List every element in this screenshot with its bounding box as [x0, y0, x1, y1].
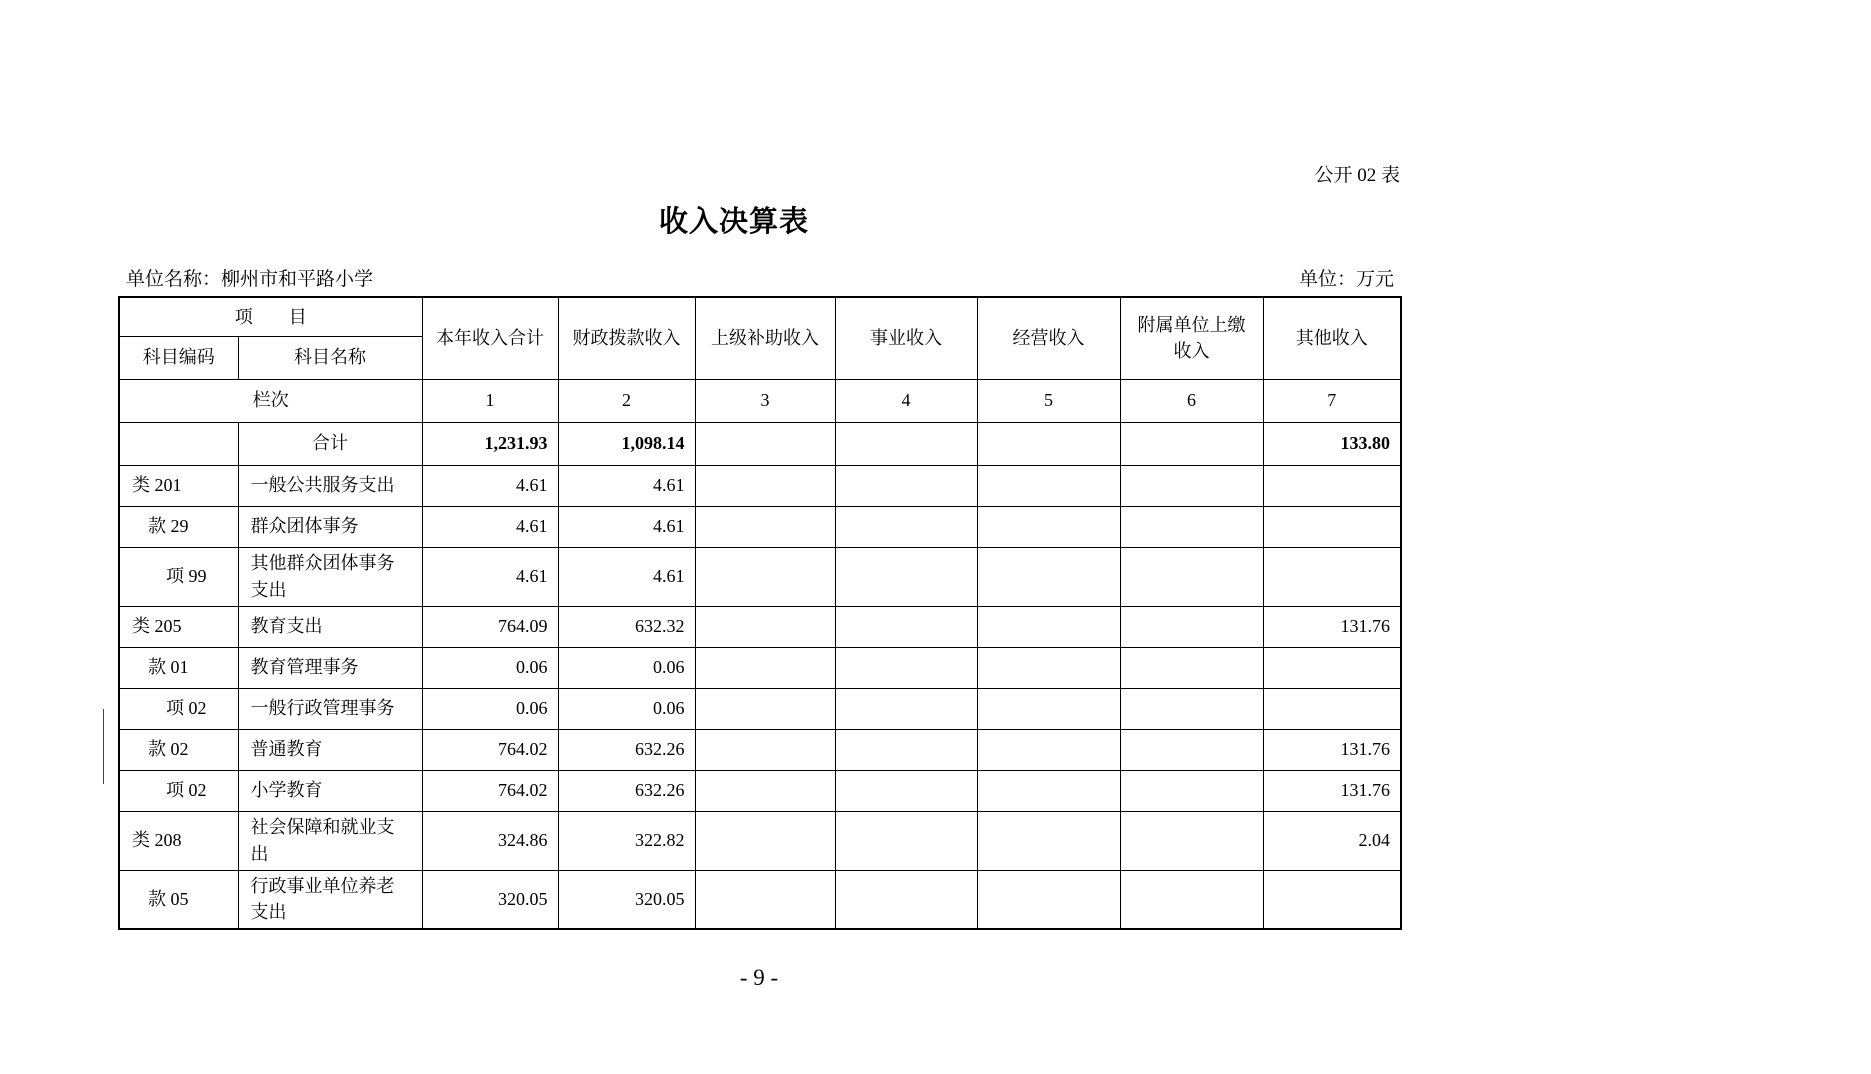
- value-cell: [835, 422, 977, 465]
- subject-name-cell: 其他群众团体事务支出: [238, 547, 422, 606]
- value-cell: [695, 547, 835, 606]
- value-cell: 4.61: [422, 506, 558, 547]
- unit-label: 单位：万元: [1298, 269, 1394, 290]
- column-number-cell: 3: [695, 379, 835, 422]
- table-row: [119, 688, 1401, 729]
- value-cell: 764.02: [422, 729, 558, 770]
- table-row: [119, 870, 1401, 929]
- value-cell: [835, 606, 977, 647]
- header-col-affiliated-units: 附属单位上缴收入: [1120, 297, 1263, 379]
- form-code-label: 公开 02 表: [1314, 165, 1400, 186]
- value-cell: 632.26: [558, 770, 695, 811]
- value-cell: 0.06: [558, 647, 695, 688]
- table-row: [119, 465, 1401, 506]
- value-cell: [1120, 870, 1263, 929]
- value-cell: [977, 422, 1120, 465]
- value-cell: [977, 647, 1120, 688]
- value-cell: [695, 606, 835, 647]
- value-cell: [977, 770, 1120, 811]
- value-cell: [1263, 647, 1401, 688]
- column-number-cell: 7: [1263, 379, 1401, 422]
- value-cell: [695, 870, 835, 929]
- header-col-business-income: 事业收入: [835, 297, 977, 379]
- value-cell: [1120, 465, 1263, 506]
- value-cell: [977, 729, 1120, 770]
- subject-code-cell: 款 29: [119, 506, 238, 547]
- column-number-cell: 1: [422, 379, 558, 422]
- subject-name-cell: 社会保障和就业支出: [238, 811, 422, 870]
- value-cell: [1120, 506, 1263, 547]
- value-cell: 4.61: [558, 465, 695, 506]
- value-cell: [1120, 729, 1263, 770]
- header-col-annual-total: 本年收入合计: [422, 297, 558, 379]
- value-cell: 322.82: [558, 811, 695, 870]
- value-cell: 320.05: [422, 870, 558, 929]
- page-number: - 9 -: [739, 965, 779, 990]
- subject-name-cell: 行政事业单位养老支出: [238, 870, 422, 929]
- header-subject-name: 科目名称: [238, 336, 422, 379]
- value-cell: 133.80: [1263, 422, 1401, 465]
- value-cell: 131.76: [1263, 729, 1401, 770]
- value-cell: 4.61: [422, 547, 558, 606]
- table-header-row-1: [119, 297, 1401, 336]
- subject-name-cell: 教育管理事务: [238, 647, 422, 688]
- value-cell: [695, 811, 835, 870]
- value-cell: [835, 729, 977, 770]
- table-row: [119, 547, 1401, 606]
- value-cell: [1120, 606, 1263, 647]
- value-cell: [1120, 770, 1263, 811]
- subject-code-cell: 类 208: [119, 811, 238, 870]
- value-cell: 4.61: [558, 506, 695, 547]
- value-cell: 632.32: [558, 606, 695, 647]
- value-cell: [695, 770, 835, 811]
- table-row: [119, 770, 1401, 811]
- header-subject-code: 科目编码: [119, 336, 238, 379]
- column-number-cell: 4: [835, 379, 977, 422]
- subject-name-cell: 一般公共服务支出: [238, 465, 422, 506]
- value-cell: 2.04: [1263, 811, 1401, 870]
- value-cell: 324.86: [422, 811, 558, 870]
- value-cell: [1120, 688, 1263, 729]
- table-row: [119, 506, 1401, 547]
- header-item-group: 项 目: [119, 297, 422, 336]
- value-cell: [835, 870, 977, 929]
- value-cell: 764.02: [422, 770, 558, 811]
- column-number-cell: 6: [1120, 379, 1263, 422]
- table-row: [119, 729, 1401, 770]
- subject-code-cell: 款 05: [119, 870, 238, 929]
- column-number-cell: 2: [558, 379, 695, 422]
- value-cell: [1120, 547, 1263, 606]
- subject-name-cell: 普通教育: [238, 729, 422, 770]
- subject-code-cell: 类 201: [119, 465, 238, 506]
- value-cell: [1263, 506, 1401, 547]
- income-table: [118, 296, 1402, 930]
- table-row: [119, 811, 1401, 870]
- value-cell: [977, 870, 1120, 929]
- value-cell: [977, 811, 1120, 870]
- subject-name-cell: 小学教育: [238, 770, 422, 811]
- subject-name-cell: 教育支出: [238, 606, 422, 647]
- subject-code-cell: 项 99: [119, 547, 238, 606]
- header-col-superior-subsidy: 上级补助收入: [695, 297, 835, 379]
- subject-code-cell: 款 02: [119, 729, 238, 770]
- value-cell: [1120, 422, 1263, 465]
- value-cell: [695, 647, 835, 688]
- value-cell: 0.06: [558, 688, 695, 729]
- unit-name-label: 单位名称：柳州市和平路小学: [126, 269, 374, 290]
- subject-name-cell: 合计: [238, 422, 422, 465]
- value-cell: 632.26: [558, 729, 695, 770]
- header-col-operating-income: 经营收入: [977, 297, 1120, 379]
- value-cell: [695, 506, 835, 547]
- value-cell: [1263, 547, 1401, 606]
- value-cell: [835, 647, 977, 688]
- page-title: 收入决算表: [658, 206, 809, 238]
- value-cell: [695, 422, 835, 465]
- value-cell: 764.09: [422, 606, 558, 647]
- subject-name-cell: 一般行政管理事务: [238, 688, 422, 729]
- value-cell: 1,098.14: [558, 422, 695, 465]
- value-cell: [977, 465, 1120, 506]
- value-cell: [835, 465, 977, 506]
- value-cell: [835, 506, 977, 547]
- column-number-cell: 5: [977, 379, 1120, 422]
- value-cell: [1263, 465, 1401, 506]
- subject-code-cell: 类 205: [119, 606, 238, 647]
- value-cell: [695, 465, 835, 506]
- subject-name-cell: 群众团体事务: [238, 506, 422, 547]
- value-cell: 1,231.93: [422, 422, 558, 465]
- value-cell: [835, 770, 977, 811]
- value-cell: [695, 688, 835, 729]
- column-index-row: [119, 379, 1401, 422]
- value-cell: 4.61: [422, 465, 558, 506]
- value-cell: [835, 547, 977, 606]
- value-cell: [977, 606, 1120, 647]
- subject-code-cell: 项 02: [119, 770, 238, 811]
- value-cell: [977, 547, 1120, 606]
- rank-label-cell: 栏次: [119, 379, 422, 422]
- value-cell: [1263, 870, 1401, 929]
- table-row-total: [119, 422, 1401, 465]
- value-cell: [1120, 811, 1263, 870]
- value-cell: 320.05: [558, 870, 695, 929]
- value-cell: 131.76: [1263, 606, 1401, 647]
- value-cell: [1120, 647, 1263, 688]
- subject-code-cell: [119, 422, 238, 465]
- value-cell: [835, 688, 977, 729]
- value-cell: 131.76: [1263, 770, 1401, 811]
- value-cell: 0.06: [422, 688, 558, 729]
- value-cell: [1263, 688, 1401, 729]
- value-cell: [695, 729, 835, 770]
- value-cell: [835, 811, 977, 870]
- margin-revision-bar: [103, 709, 104, 784]
- header-col-fiscal-appropriation: 财政拨款收入: [558, 297, 695, 379]
- header-col-other-income: 其他收入: [1263, 297, 1401, 379]
- subject-code-cell: 项 02: [119, 688, 238, 729]
- value-cell: 4.61: [558, 547, 695, 606]
- value-cell: 0.06: [422, 647, 558, 688]
- subject-code-cell: 款 01: [119, 647, 238, 688]
- value-cell: [977, 688, 1120, 729]
- table-row: [119, 606, 1401, 647]
- value-cell: [977, 506, 1120, 547]
- table-row: [119, 647, 1401, 688]
